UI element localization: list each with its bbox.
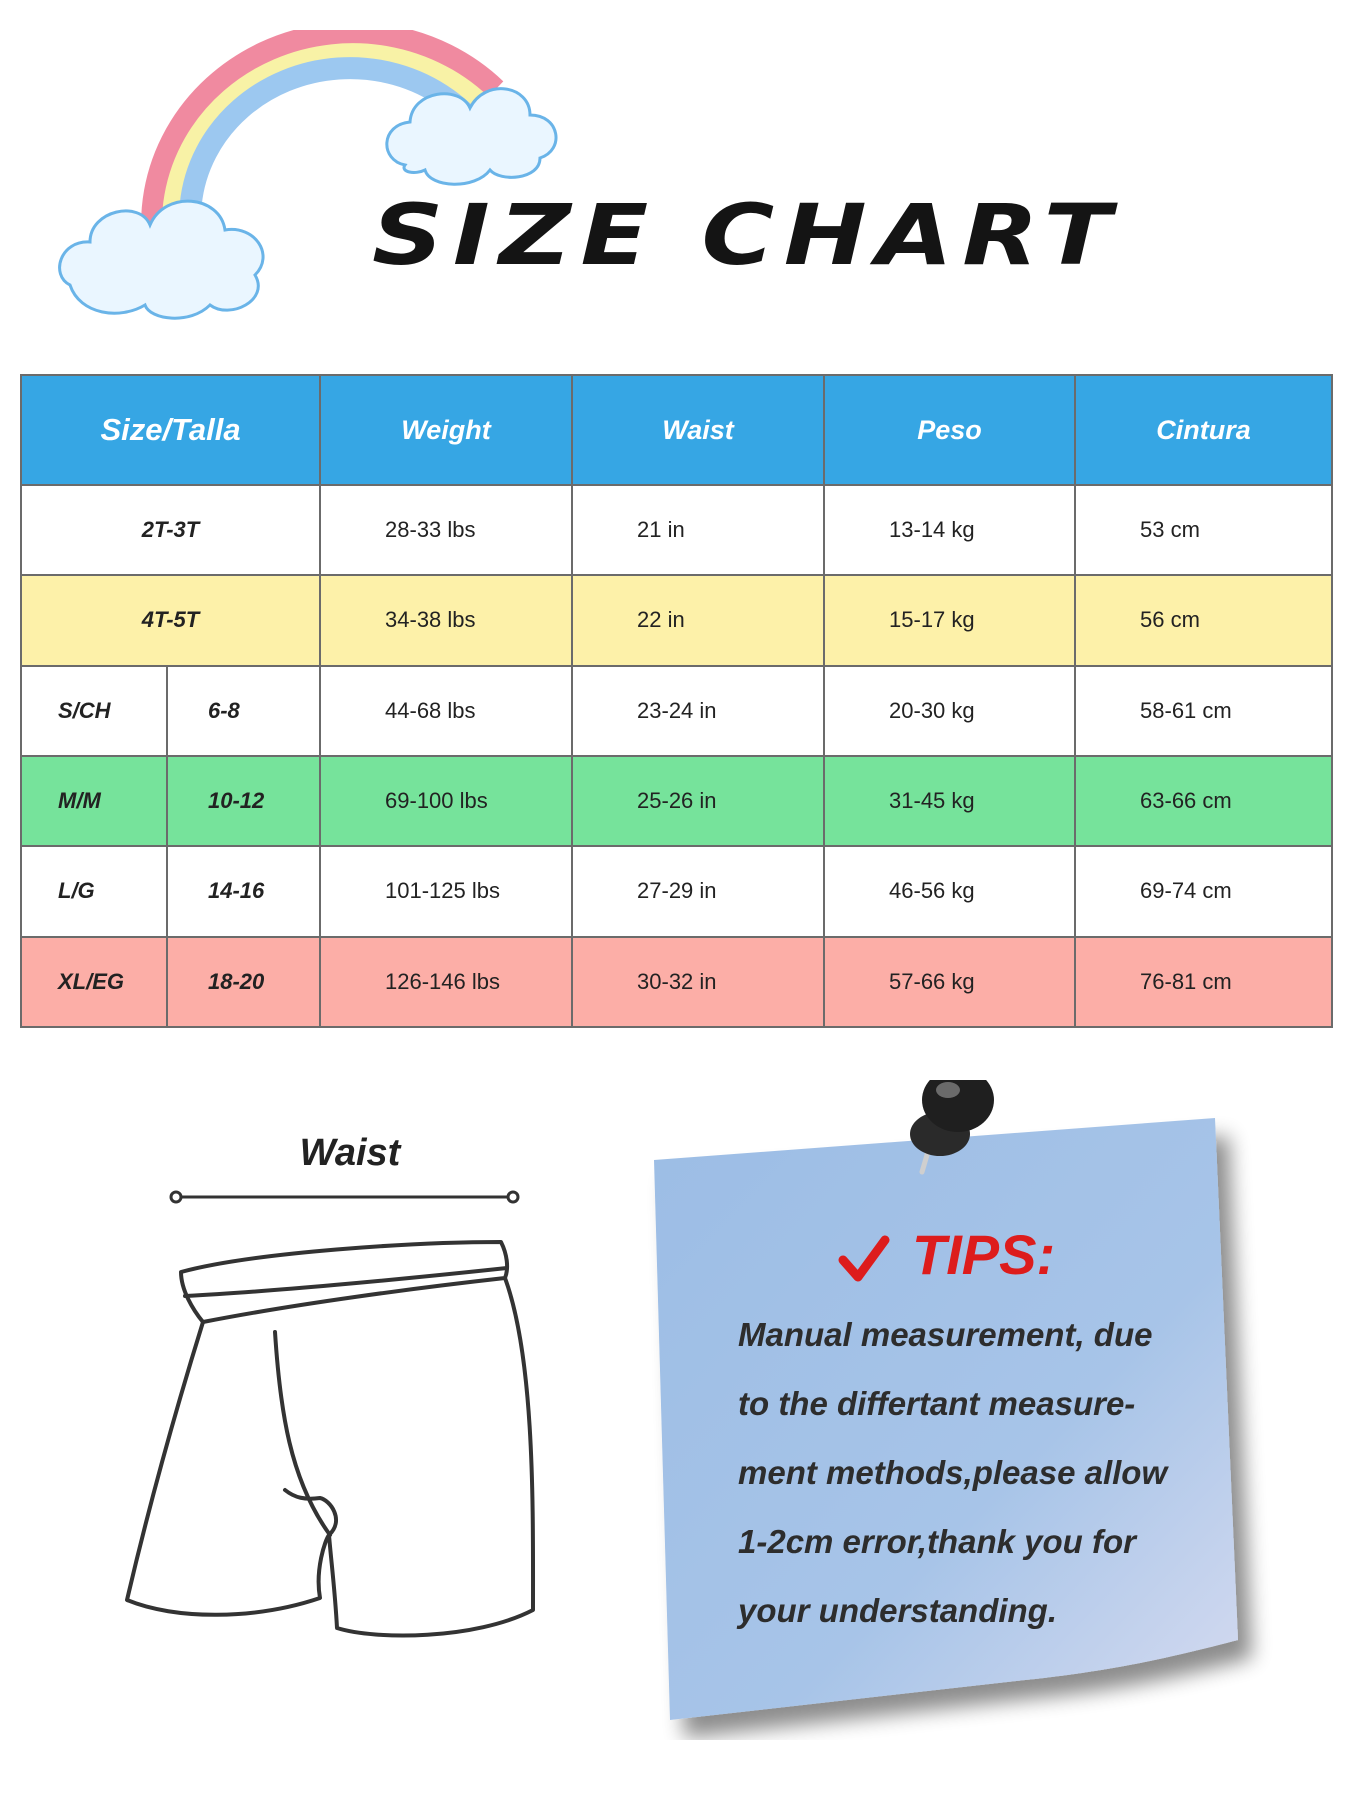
peso-cell: 46-56 kg <box>824 846 1075 936</box>
waist-cell: 25-26 in <box>572 756 824 846</box>
size-label: S/CH <box>21 666 167 756</box>
weight-cell: 69-100 lbs <box>320 756 572 846</box>
table-header-row <box>21 375 1332 485</box>
size-label: M/M <box>21 756 167 846</box>
cintura-cell: 69-74 cm <box>1075 846 1332 936</box>
weight-cell: 34-38 lbs <box>320 575 572 665</box>
waist-cell: 22 in <box>572 575 824 665</box>
tips-line: to the differtant measure- <box>738 1385 1136 1422</box>
size-label: 2T-3T <box>21 485 320 575</box>
header-weight: Weight <box>320 375 572 485</box>
page-title: SIZE CHART <box>372 186 1121 284</box>
tips-note-text <box>738 1300 1238 1645</box>
weight-cell: 101-125 lbs <box>320 846 572 936</box>
size-number: 14-16 <box>167 846 320 936</box>
waist-cell: 30-32 in <box>572 937 824 1027</box>
waist-diagram-label: Waist <box>299 1132 401 1174</box>
weight-cell: 28-33 lbs <box>320 485 572 575</box>
cloud-right-icon <box>387 89 556 185</box>
header-cintura: Cintura <box>1075 375 1332 485</box>
table-row <box>21 666 1332 756</box>
size-label: 4T-5T <box>21 575 320 665</box>
size-label: L/G <box>21 846 167 936</box>
peso-cell: 20-30 kg <box>824 666 1075 756</box>
waist-cell: 27-29 in <box>572 846 824 936</box>
cintura-cell: 53 cm <box>1075 485 1332 575</box>
table-row <box>21 485 1332 575</box>
header-size: Size/Talla <box>21 375 320 485</box>
weight-cell: 44-68 lbs <box>320 666 572 756</box>
table-row <box>21 937 1332 1027</box>
peso-cell: 57-66 kg <box>824 937 1075 1027</box>
cloud-left-icon <box>60 201 263 318</box>
cintura-cell: 76-81 cm <box>1075 937 1332 1027</box>
shorts-icon <box>127 1242 533 1635</box>
size-number: 10-12 <box>167 756 320 846</box>
tips-line: your understanding. <box>738 1592 1058 1629</box>
size-number: 18-20 <box>167 937 320 1027</box>
table-row <box>21 756 1332 846</box>
shorts-diagram-illustration <box>115 1180 555 1680</box>
cintura-cell: 63-66 cm <box>1075 756 1332 846</box>
tips-line: 1-2cm error,thank you for <box>738 1523 1136 1560</box>
tips-title: TIPS: <box>912 1223 1056 1286</box>
tips-line: ment methods,please allow <box>738 1454 1168 1491</box>
waist-cell: 23-24 in <box>572 666 824 756</box>
measure-line-icon <box>171 1192 518 1202</box>
size-number: 6-8 <box>167 666 320 756</box>
header-peso: Peso <box>824 375 1075 485</box>
size-label: XL/EG <box>21 937 167 1027</box>
peso-cell: 15-17 kg <box>824 575 1075 665</box>
tips-line: Manual measurement, due <box>738 1316 1153 1353</box>
cintura-cell: 58-61 cm <box>1075 666 1332 756</box>
peso-cell: 31-45 kg <box>824 756 1075 846</box>
size-table <box>20 374 1333 1028</box>
weight-cell: 126-146 lbs <box>320 937 572 1027</box>
table-row <box>21 575 1332 665</box>
peso-cell: 13-14 kg <box>824 485 1075 575</box>
cintura-cell: 56 cm <box>1075 575 1332 665</box>
header-waist: Waist <box>572 375 824 485</box>
waist-cell: 21 in <box>572 485 824 575</box>
table-row <box>21 846 1332 936</box>
